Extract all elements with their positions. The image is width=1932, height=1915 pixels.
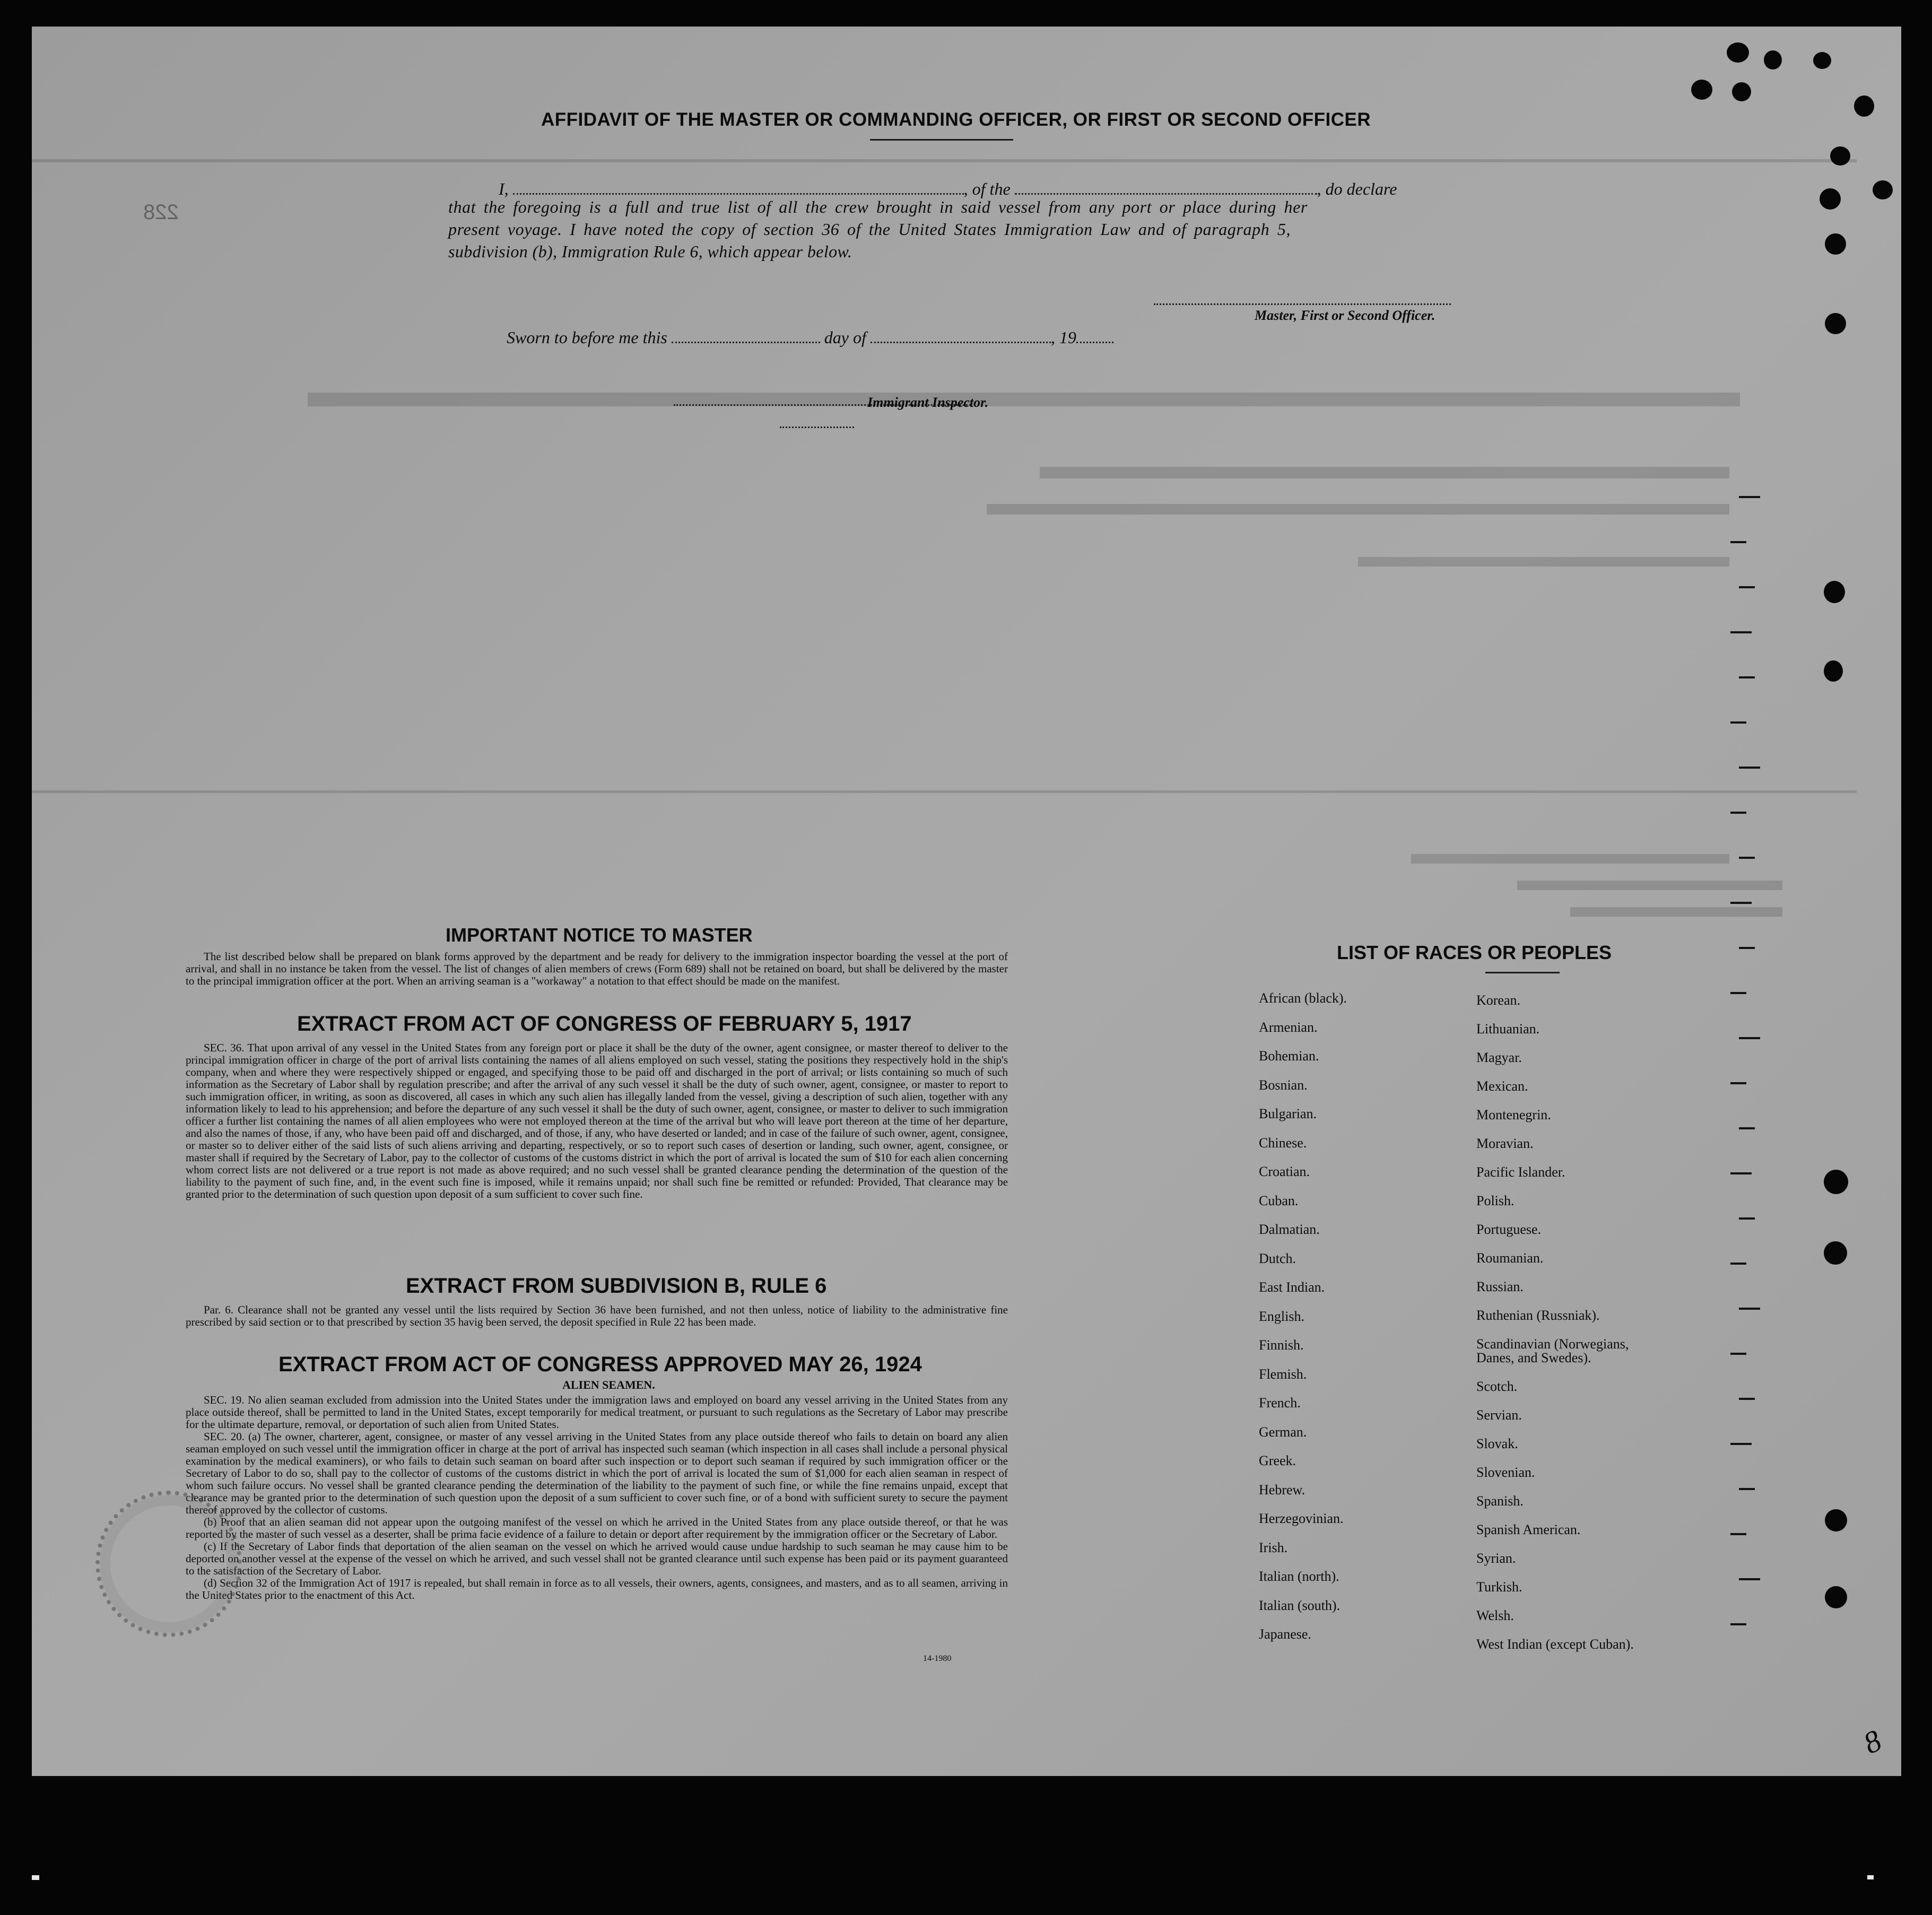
races-title: LIST OF RACES OR PEOPLES — [1337, 942, 1612, 963]
margin-dash — [1730, 541, 1746, 543]
margin-dash — [1739, 496, 1760, 498]
punch-hole — [1727, 42, 1749, 63]
embossed-seal — [95, 1491, 242, 1637]
race-item: Russian. — [1476, 1279, 1524, 1294]
race-item: Armenian. — [1259, 1019, 1318, 1035]
extract-1924-title: EXTRACT FROM ACT OF CONGRESS APPROVED MAY 26, 1924 — [279, 1353, 922, 1376]
race-item: English. — [1259, 1308, 1304, 1324]
affidavit-line4: subdivision (b), Immigration Rule 6, which appear below. — [448, 242, 852, 261]
race-item: French. — [1259, 1395, 1301, 1411]
extract-rule6-title: EXTRACT FROM SUBDIVISION B, RULE 6 — [406, 1274, 827, 1298]
race-item: Dalmatian. — [1259, 1222, 1320, 1237]
race-item: Slovak. — [1476, 1436, 1518, 1451]
margin-dash — [1739, 1127, 1755, 1129]
punch-hole — [1824, 581, 1845, 603]
extract-1924-sec20c: (c) If the Secretary of Labor finds that deportation of the alien seaman on the vessel on which he arrived would cause undue hardship to such seaman he may cause him to be deported on another vessel at the expense of the vessel on which he arrived, and such vessel shall not be granted clearance until such expense has been paid or its payment guaranteed to the satisfaction of the Secretary of Labor. — [186, 1540, 1008, 1577]
race-item: Scandinavian (Norwegians, — [1476, 1336, 1629, 1352]
extract-rule6-body — [186, 1304, 1008, 1328]
race-item: Montenegrin. — [1476, 1107, 1551, 1122]
race-item: Polish. — [1476, 1193, 1515, 1208]
affidavit-line3: present voyage. I have noted the copy of section 36 of the United States Immigration Law and of paragraph 5, — [448, 220, 1291, 239]
form-number: 14-1980 — [923, 1654, 952, 1663]
margin-dash — [1739, 1037, 1760, 1039]
race-item: Bosnian. — [1259, 1077, 1308, 1093]
race-item: Italian (south). — [1259, 1597, 1341, 1613]
sworn-day-of: day of — [824, 328, 866, 347]
race-item: Servian. — [1476, 1407, 1522, 1423]
notice-text: The list described below shall be prepared on blank forms approved by the department and be ready for delivery to the immigration inspector boarding the vessel at the port of arrival, and shall in no instance be taken from the vessel. The list of changes of alien members of crews (Form 689) shall not be retained on board, but shall be delivered by the master to the principal immigration officer at the port. When an arriving seaman is a "workaway" a notation to that effect should be made on the manifest. — [186, 950, 1008, 987]
race-item: Korean. — [1476, 993, 1521, 1008]
affidavit-title: AFFIDAVIT OF THE MASTER OR COMMANDING OFFICER, OR FIRST OR SECOND OFFICER — [541, 109, 1371, 130]
extract-1917-body — [186, 1042, 1008, 1200]
margin-dash — [1739, 1578, 1760, 1580]
punch-hole — [1825, 1509, 1847, 1531]
margin-dash — [1730, 631, 1752, 633]
extract-1924-sec20b: (b) Proof that an alien seaman did not appear upon the outgoing manifest of the vessel on which he arrived in the United States from any place outside thereof, or that he was reported by the master of such vessel as a deserter, shall be prima facie evidence of a failure to detain or deport after requirement by the immigration officer or the Secretary of Labor. — [186, 1516, 1008, 1540]
margin-dash — [1730, 902, 1752, 904]
extract-1917-text: SEC. 36. That upon arrival of any vessel in the United States from any foreign port or place it shall be the duty of the owner, agent consignee, or master thereof to deliver to the principal immigration officer in charge of the port of arrival lists containing the names of all aliens employed on such vessel, stating the positions they respectively hold in the ship's company, when and where they were respectively shipped or engaged, and specifying those to be paid off and discharged in the port of arrival; or lists containing so much of such information as the Secretary of Labor shall by regulation prescribe; and after the arrival of any such vessel it shall be the duty of such owner, agent, consignee, or master to report to such immigration officer, in writing, as soon as discovered, all cases in which any such alien has illegally landed from the vessel, giving a description of such alien, together with any information likely to lead to his apprehension; and before the departure of any such vessel it shall be the duty of such owner, agent, consignee, or master to deliver to such immigration officer a further list containing the names of all alien employees who were not employed thereon at the time of the arrival but who will leave port thereon at the time of her departure, and also the names of those, if any, who have been paid off and discharged, and of those, if any, who have deserted or landed; and in case of the failure of such owner, agent, consignee, or master so to deliver either of the said lists of such aliens arriving and departing, respectively, or so to report such cases of desertion or landing, such owner, agent, consignee, or master shall if required by the Secretary of Labor, pay to the collector of customs of the customs district in which the port of arrival is located the sum of $10 for each alien concerning whom correct lists are not delivered or a true report is not made as above required; and no such vessel shall be granted clearance pending the determination of the question of the liability to the payment of such fine, and, in the event such fine is imposed, while it remains unpaid; nor shall such fine be remitted or refunded: Provided, That clearance may be granted prior to the determination of such question upon deposit of a sum sufficient to cover such fine. — [186, 1041, 1008, 1200]
extract-1924-sec19: SEC. 19. No alien seaman excluded from admission into the United States under the immigration laws and employed on board any vessel arriving in the United States from any place outside thereof, shall be permitted to land in the United States, except temporarily for medical treatment, or pursuant to such regulations as the Secretary of Labor may prescribe for the ultimate departure, removal, or deportation of such alien from United States. — [186, 1394, 1008, 1431]
race-item: Dutch. — [1259, 1250, 1296, 1266]
race-item: Japanese. — [1259, 1626, 1311, 1642]
punch-hole — [1830, 146, 1850, 166]
name-blank[interactable] — [513, 175, 964, 195]
margin-dash — [1739, 1398, 1755, 1400]
race-item: Syrian. — [1476, 1551, 1516, 1566]
affidavit-declare: , do declare — [1317, 179, 1397, 198]
race-item: Magyar. — [1476, 1050, 1522, 1065]
affidavit-title-rule — [870, 139, 1013, 141]
affidavit-i: I, — [499, 179, 509, 198]
race-item: Portuguese. — [1476, 1222, 1542, 1237]
race-item: Herzegovinian. — [1259, 1511, 1344, 1526]
punch-hole — [1825, 233, 1846, 255]
race-item: African (black). — [1259, 990, 1347, 1006]
extract-rule6-text: Par. 6. Clearance shall not be granted any vessel until the lists required by Section 36 have been furnished, and not then unless, notice of liability to the administrative fine prescribed by said section or to that prescribed by section 35 havig been served, the deposit specified in Rule 22 has been made. — [186, 1303, 1008, 1328]
race-item: Cuban. — [1259, 1192, 1299, 1208]
notice-title: IMPORTANT NOTICE TO MASTER — [446, 924, 753, 946]
extract-1924-body — [186, 1394, 1008, 1601]
race-item: Slovenian. — [1476, 1465, 1535, 1480]
race-item: Finnish. — [1259, 1337, 1304, 1353]
race-item: Spanish. — [1476, 1493, 1524, 1509]
race-item: Pacific Islander. — [1476, 1164, 1565, 1180]
margin-dash — [1730, 1263, 1746, 1265]
race-item: Welsh. — [1476, 1608, 1514, 1623]
sworn-month-blank[interactable] — [871, 324, 1051, 343]
sworn-day-blank[interactable] — [672, 324, 820, 343]
race-item: East Indian. — [1259, 1279, 1325, 1295]
punch-hole — [1825, 1586, 1847, 1608]
race-item: Mexican. — [1476, 1078, 1528, 1094]
punch-hole — [1854, 95, 1874, 117]
margin-dash — [1730, 992, 1746, 994]
margin-dash — [1730, 1623, 1746, 1625]
film-mark — [32, 1875, 39, 1880]
extract-1924-subtitle: ALIEN SEAMEN. — [562, 1378, 655, 1391]
margin-dash — [1739, 857, 1755, 859]
race-item: German. — [1259, 1424, 1307, 1440]
sworn-prefix: Sworn to before me this — [507, 328, 667, 347]
margin-dash — [1739, 676, 1755, 678]
race-item: Turkish. — [1476, 1579, 1522, 1595]
margin-dash — [1730, 1172, 1752, 1174]
affidavit-line1 — [499, 175, 1522, 199]
race-item: West Indian (except Cuban). — [1476, 1637, 1634, 1652]
race-item: Moravian. — [1476, 1136, 1534, 1151]
races-title-rule — [1485, 972, 1560, 973]
bottom-right-mark: 8 — [1858, 1722, 1887, 1761]
sworn-year-blank[interactable] — [1076, 324, 1113, 343]
race-item: Croatian. — [1259, 1164, 1310, 1179]
race-item: Ruthenian (Russniak). — [1476, 1308, 1600, 1323]
notice-body — [186, 951, 1008, 987]
film-mark — [1867, 1875, 1874, 1879]
punch-hole — [1825, 313, 1846, 334]
race-item: Roumanian. — [1476, 1250, 1544, 1266]
race-item: Flemish. — [1259, 1366, 1307, 1382]
margin-dash — [1739, 947, 1755, 949]
race-item: Spanish American. — [1476, 1522, 1581, 1537]
race-item: Chinese. — [1259, 1135, 1307, 1151]
margin-dash — [1739, 767, 1760, 769]
race-item: Greek. — [1259, 1453, 1296, 1468]
margin-dash — [1739, 1308, 1760, 1310]
inspector-signature-blank-2[interactable] — [780, 408, 854, 428]
punch-hole — [1820, 188, 1841, 210]
margin-dash — [1730, 1443, 1752, 1445]
race-item: Italian (north). — [1259, 1569, 1339, 1584]
affidavit-of-the: , of the — [963, 179, 1011, 198]
punch-hole — [1691, 80, 1712, 100]
margin-dash — [1739, 1217, 1755, 1220]
inspector-signature-label: Immigrant Inspector. — [867, 395, 989, 410]
punch-hole — [1824, 660, 1843, 682]
margin-dash — [1730, 812, 1746, 814]
punch-hole — [1732, 82, 1751, 101]
margin-dash — [1739, 1488, 1755, 1490]
punch-hole — [1813, 52, 1831, 69]
race-item: Bohemian. — [1259, 1048, 1319, 1064]
race-item: Scotch. — [1476, 1379, 1518, 1394]
margin-dash — [1739, 586, 1755, 588]
vessel-blank[interactable] — [1015, 175, 1317, 195]
master-signature-blank[interactable] — [1154, 285, 1451, 305]
master-signature-label: Master, First or Second Officer. — [1255, 308, 1435, 323]
race-item: Lithuanian. — [1476, 1021, 1540, 1037]
extract-1924-sec20d: (d) Section 32 of the Immigration Act of 1917 is repealed, but shall remain in force as to all vessels, their owners, agents, consignees, and masters, and as to all seamen, arriving in the United States prior to the enactment of this Act. — [186, 1577, 1008, 1601]
sworn-year: , 19 — [1050, 328, 1076, 347]
sworn-line — [507, 324, 1113, 347]
extract-1924-sec20a: SEC. 20. (a) The owner, charterer, agent, consignee, or master of any vessel arriving in the United States from any place outside thereof who fails to detain on board any alien seaman employed on such vessel until the immigration officer in charge at the port of arrival has inspected such seaman (which inspection in all cases shall include a personal physical examination by the medical examiners), or who fails to detain such seaman on board after such inspection or to deport such seaman if required by such immigration officer or the Secretary of Labor to do so, shall pay to the collector of customs of the customs district in which the port of arrival is located the sum of $1,000 for each alien seaman in respect of whom such failure occurs. No vessel shall be granted clearance pending the determination of the liability to the payment of such fine, or while the fine remains unpaid, except that clearance may be granted prior to the determination of such question upon the deposit of a sum sufficient to cover such fine, or of a bond with sufficient surety to secure the payment thereof approved by the collector of customs. — [186, 1430, 1008, 1516]
margin-dash — [1730, 1353, 1746, 1355]
race-item: Bulgarian. — [1259, 1106, 1317, 1121]
punch-hole — [1824, 1170, 1848, 1194]
margin-dash — [1730, 721, 1746, 724]
document-sheet — [32, 27, 1901, 1776]
margin-dash — [1730, 1082, 1746, 1084]
margin-number: 228 — [143, 201, 179, 224]
punch-hole — [1873, 180, 1893, 199]
punch-hole — [1824, 1241, 1847, 1265]
affidavit-line2: that the foregoing is a full and true list of all the crew brought in said vessel from any port or place during her — [448, 197, 1308, 216]
punch-hole — [1764, 50, 1782, 69]
extract-1917-title: EXTRACT FROM ACT OF CONGRESS OF FEBRUARY 5, 1917 — [297, 1012, 912, 1035]
margin-dash — [1730, 1533, 1746, 1535]
race-item: Irish. — [1259, 1539, 1288, 1555]
race-item: Danes, and Swedes). — [1476, 1350, 1591, 1365]
race-item: Hebrew. — [1259, 1482, 1306, 1498]
